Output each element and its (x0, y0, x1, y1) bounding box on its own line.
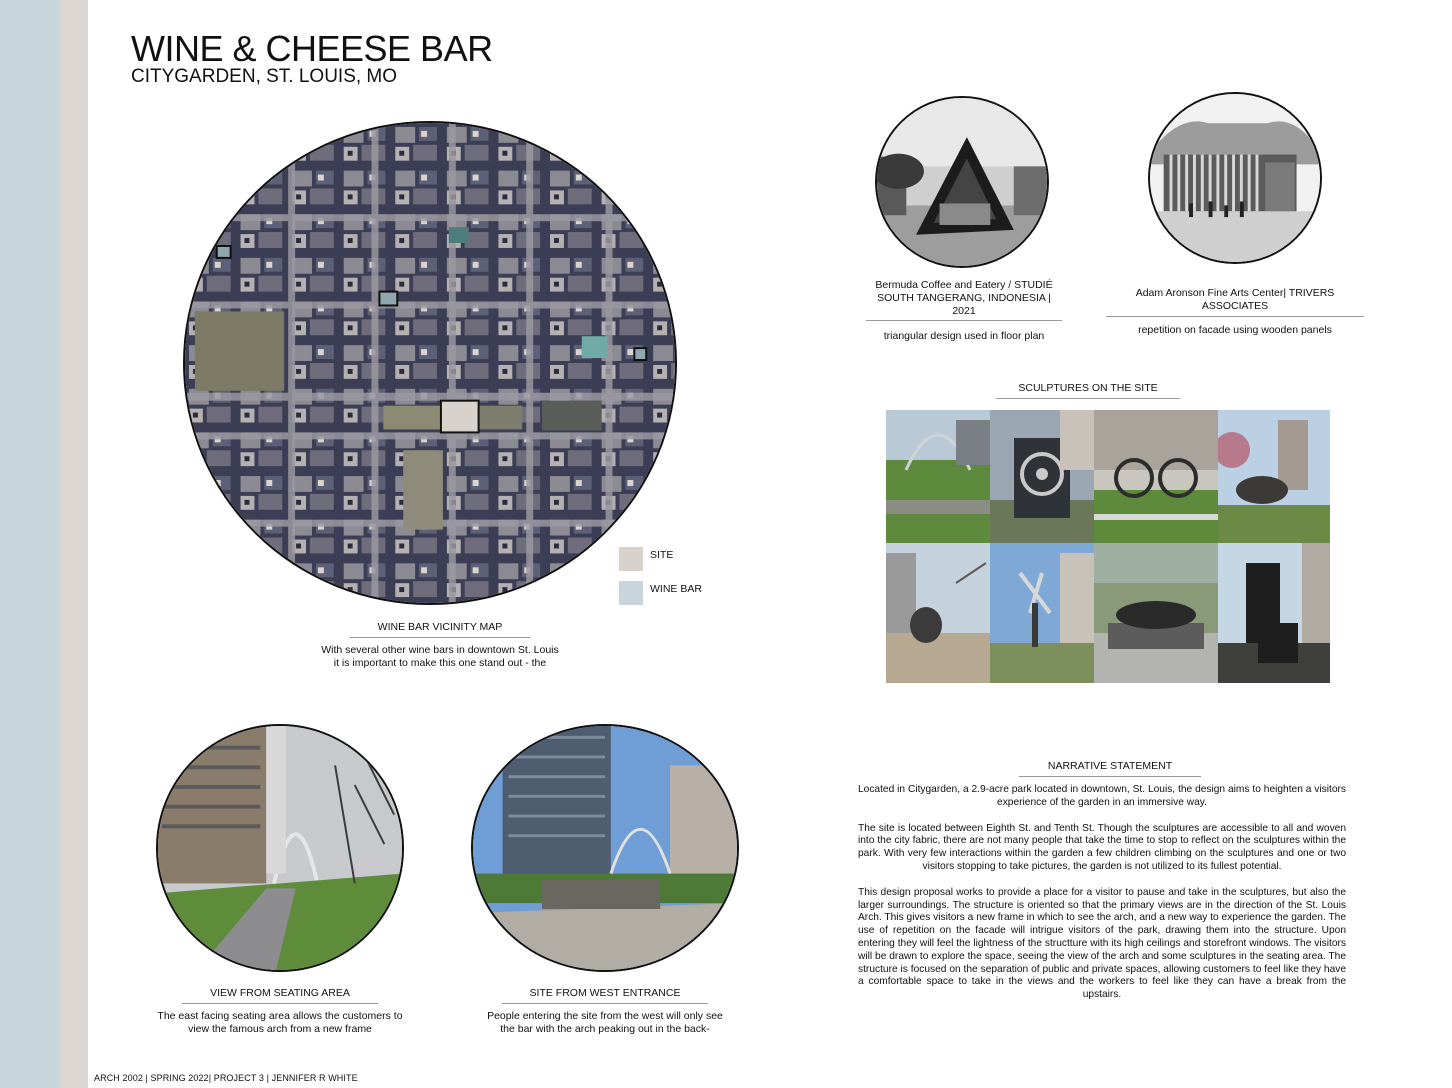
legend-site-label: SITE (650, 549, 674, 561)
narrative-paragraph-3: This design proposal works to provide a place for a visitor to pause and take in the sculptures, but also the larger surroundings. The structure is oriented so that the primary views are in the direction of the St. Louis Arch. This gives visitors a new frame in which to see the arch, and a new way to experience the garden. The use of repetition on the facade will intrigue visitors of the park, drawing them into the structure. Upon entering they will feel the lightness of the structture with its high ceilings and storefront windows. The visitors will be drawn to explore the space, seeing the view of the arch and some sculptures in the seating area. The structure is focused on the separation of public and private spaces, allowing customers to feel like they have a comfortable space to take in the views and the workers to feel like they can have a break from the upstairs. (858, 886, 1346, 1001)
sculptures-caption-title: SCULPTURES ON THE SITE (1018, 382, 1158, 394)
left-color-band-gray (60, 0, 88, 1088)
footer-credit: ARCH 2002 | SPRING 2022| PROJECT 3 | JENNIFER R WHITE (94, 1073, 358, 1083)
legend-wine-bar-swatch (619, 581, 643, 605)
map-caption-text-1: With several other wine bars in downtown St. Louis (321, 644, 559, 656)
precedent-aronson-image (1148, 92, 1322, 264)
view-seating-area-text-1: The east facing seating area allows the customers to (157, 1010, 403, 1022)
precedent-bermuda-title-1: Bermuda Coffee and Eatery / STUDIÉ (875, 279, 1053, 291)
sculpture-photo-7 (1094, 543, 1218, 683)
sculptures-caption (996, 382, 1180, 405)
map-caption-text-2: it is important to make this one stand out - the (333, 657, 547, 669)
view-seating-area-rule (182, 1003, 378, 1004)
page-title: WINE & CHEESE BAR (131, 28, 493, 69)
narrative-paragraph-2: The site is located between Eighth St. and Tenth St. Though the sculptures are accessible to all and woven into the city fabric, there are not many people that take the time to stop to reflect on the sculptures within the park. With very few interactions within the garden a few children climbing on the sculptures and one or two visitors stopping to take pictures, the garden is not utilized to its fullest potential. (858, 822, 1346, 872)
sculpture-photo-grid (886, 410, 1330, 683)
map-caption-rule (350, 637, 530, 638)
sculpture-photo-8 (1218, 543, 1330, 683)
legend-site-swatch (619, 547, 643, 571)
view-seating-area-text-2: view the famous arch from a new frame (188, 1023, 372, 1035)
view-west-entrance-rule (502, 1003, 708, 1004)
view-west-entrance-text-1: People entering the site from the west will only see (487, 1010, 723, 1022)
narrative-title: NARRATIVE STATEMENT (1047, 760, 1173, 772)
view-west-entrance-caption (465, 987, 745, 1036)
precedent-aronson-title-1: Adam Aronson Fine Arts Center| TRIVERS ASSOCIATES (1135, 287, 1335, 312)
vicinity-map-image (183, 121, 677, 605)
precedent-aronson-note: repetition on facade using wooden panels (1138, 324, 1332, 336)
narrative-statement (858, 784, 1346, 1015)
sculpture-photo-3 (1094, 410, 1218, 543)
view-seating-area-caption (140, 987, 420, 1036)
precedent-bermuda-note: triangular design used in floor plan (883, 330, 1045, 342)
legend-wine-bar-label: WINE BAR (650, 583, 702, 595)
view-seating-area-title: VIEW FROM SEATING AREA (210, 987, 350, 999)
narrative-paragraph-1: Located in Citygarden, a 2.9-acre park located in downtown, St. Louis, the design aims to heighten a visitors experience of the garden in an immersive way. (858, 784, 1346, 808)
sculptures-caption-rule (996, 398, 1180, 399)
sculpture-photo-5 (886, 543, 990, 683)
sculpture-photo-2 (990, 410, 1094, 543)
narrative-rule (1019, 776, 1201, 777)
sculpture-photo-6 (990, 543, 1094, 683)
precedent-aronson-caption (1104, 287, 1366, 337)
map-caption (290, 621, 590, 670)
view-west-entrance-text-2: the bar with the arch peaking out in the back- (500, 1023, 710, 1035)
left-color-band-blue (0, 0, 60, 1088)
view-west-entrance-title: SITE FROM WEST ENTRANCE (529, 987, 681, 999)
map-caption-title: WINE BAR VICINITY MAP (377, 621, 503, 633)
page-subtitle: CITYGARDEN, ST. LOUIS, MO (131, 66, 398, 87)
sculpture-photo-4 (1218, 410, 1330, 543)
precedent-bermuda-caption (864, 279, 1064, 343)
precedent-bermuda-rule (866, 320, 1062, 321)
view-west-entrance-image (471, 724, 739, 972)
precedent-bermuda-title-2: SOUTH TANGERANG, INDONESIA | 2021 (877, 292, 1051, 317)
view-seating-area-image (156, 724, 404, 972)
precedent-aronson-rule (1106, 316, 1364, 317)
narrative-heading (1012, 760, 1208, 783)
precedent-bermuda-image (875, 96, 1049, 268)
sculpture-photo-1 (886, 410, 990, 543)
